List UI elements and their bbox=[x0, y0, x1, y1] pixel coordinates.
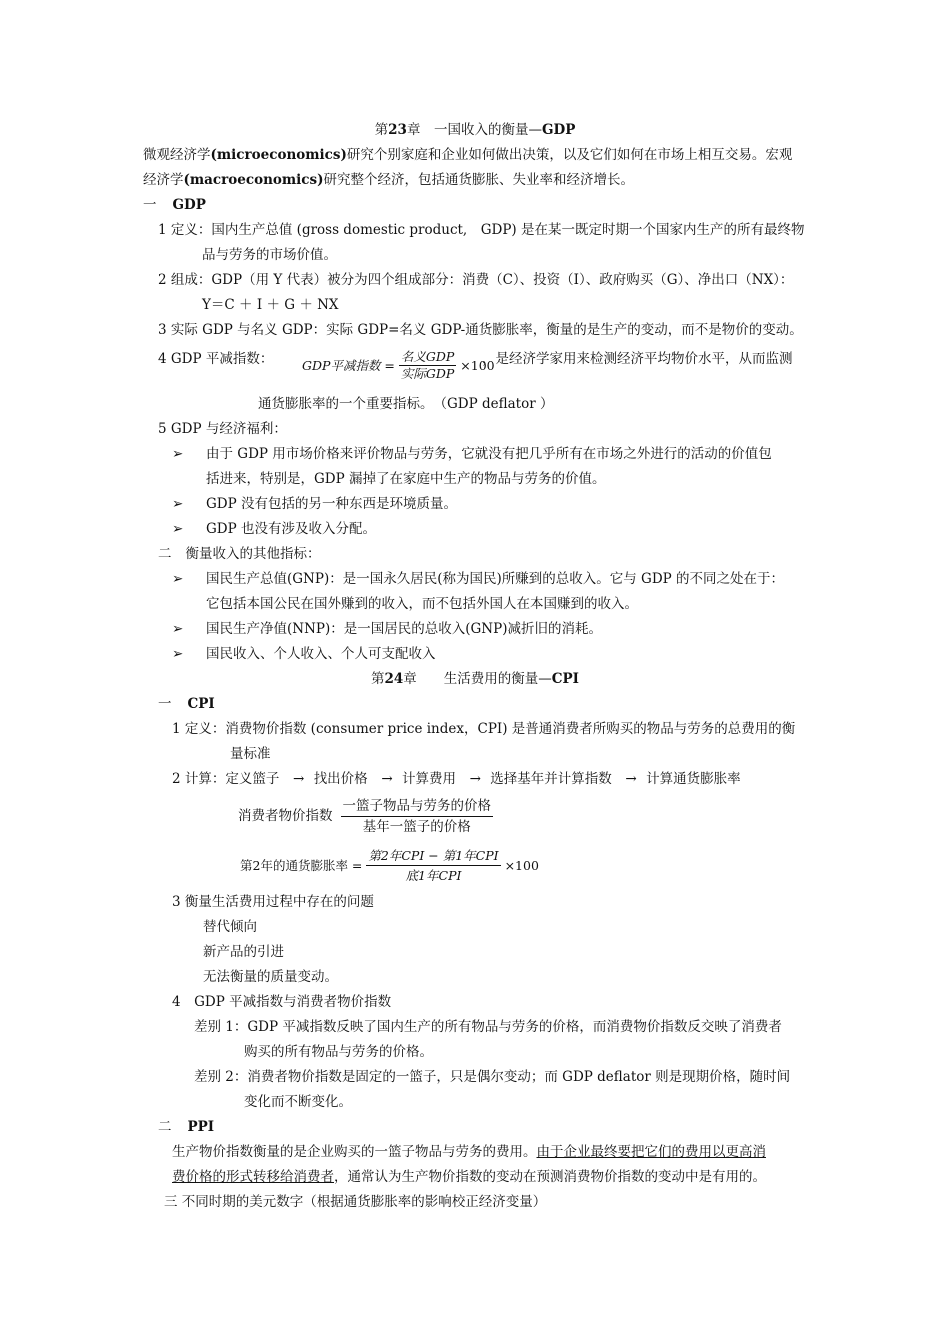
bullet-icon: ➢ bbox=[172, 496, 184, 512]
arrow-right-icon: → bbox=[381, 771, 393, 787]
section-heading-other-measures: 二 衡量收入的其他指标： bbox=[158, 546, 321, 562]
welfare-point-1-line-2: 括进来，特别是，GDP 漏掉了在家庭中生产的物品与劳务的价值。 bbox=[206, 471, 606, 487]
gnp-line-1: 国民生产总值(GNP)：是一国永久居民(称为国民)所赚到的总收入。它与 GDP 的不同之处在于： bbox=[206, 571, 785, 587]
cpi-calculation-steps: 2 计算：定义篮子 → 找出价格 → 计算费用 → 选择基年并计算指数 → 计算通货膨胀率 bbox=[172, 767, 741, 792]
welfare-point-1-line-1: 由于 GDP 用市场价格来评价物品与劳务，它就没有把几乎所有在市场之外进行的活动的价值包 bbox=[206, 446, 772, 462]
inflation-rate-fraction: $\frac{\text{第2年CPI − 第1年CPI}}{\text{底1年CPI}}$ bbox=[368, 848, 499, 883]
national-income-line: 国民收入、个人收入、个人可支配收入 bbox=[206, 646, 436, 662]
gdp-deflator-label: 4 GDP 平减指数： bbox=[158, 351, 274, 367]
real-vs-nominal-gdp: 3 实际 GDP 与名义 GDP：实际 GDP=名义 GDP-通货膨胀率，衡量的是生产的变动，而不是物价的变动。 bbox=[158, 322, 803, 338]
section-heading-ppi: 二 PPI bbox=[158, 1119, 215, 1135]
ppi-line-2: 费价格的形式转移给消费者，通常认为生产物价指数的变动在预测消费物价指数的变动中是有用的。 bbox=[172, 1169, 766, 1185]
cpi-formula-fraction: $\frac{\text{一篮子物品与劳务的价格}}{\text{基年一篮子的价格}}$ bbox=[342, 798, 491, 835]
intro-line-2: 经济学(macroeconomics)研究整个经济，包括通货膨胀、失业率和经济增长。 bbox=[143, 172, 635, 188]
difference-1-line-2: 购买的所有物品与劳务的价格。 bbox=[244, 1044, 433, 1060]
gdp-components-line-1: 2 组成：GDP（用 Y 代表）被分为四个组成部分：消费（C）、投资（I）、政府购买（G）、净出口（NX）： bbox=[158, 272, 794, 288]
difference-2-line-2: 变化而不断变化。 bbox=[244, 1094, 352, 1110]
gdp-components-equation: Y＝C ＋ I ＋ G ＋ NX bbox=[202, 297, 339, 313]
deflator-vs-cpi-heading: 4 GDP 平减指数与消费者物价指数 bbox=[172, 994, 392, 1010]
cpi-definition-line-1: 1 定义：消费物价指数 (consumer price index，CPI) 是普通消费者所购买的物品与劳务的总费用的衡 bbox=[172, 721, 796, 737]
cpi-definition-line-2: 量标准 bbox=[230, 746, 271, 762]
gdp-deflator-description: ，是经济学家用来检测经济平均物价水平，从而监测 bbox=[482, 351, 793, 367]
problem-new-goods: 新产品的引进 bbox=[203, 944, 284, 960]
problem-quality-change: 无法衡量的质量变动。 bbox=[203, 969, 338, 985]
bullet-icon: ➢ bbox=[172, 521, 184, 537]
section-heading-cpi: 一 CPI bbox=[158, 696, 215, 712]
gdp-definition-line-1: 1 定义：国内生产总值 (gross domestic product, GDP) 是在某一既定时期一个国家内生产的所有最终物 bbox=[158, 222, 805, 238]
bullet-icon: ➢ bbox=[172, 446, 184, 462]
gdp-deflator-formula: GDP平减指数 = $\frac{\text{名义GDP}}{\text{实际GDP}}$ ×100 bbox=[302, 349, 495, 381]
cost-of-living-problems: 3 衡量生活费用过程中存在的问题 bbox=[172, 894, 374, 910]
gdp-deflator-fraction: $\frac{\text{名义GDP}}{\text{实际GDP}}$ bbox=[400, 349, 455, 381]
section-heading-gdp: 一 GDP bbox=[143, 197, 206, 213]
gdp-deflator-description-2: 通货膨胀率的一个重要指标。 （GDP deflator ） bbox=[258, 396, 554, 412]
arrow-right-icon: → bbox=[293, 771, 305, 787]
inflation-rate-formula: 第2年的通货膨胀率 = $\frac{\text{第2年CPI − 第1年CPI}}{\text{底1年CPI}}$ ×100 bbox=[240, 848, 539, 883]
gdp-definition-line-2: 品与劳务的市场价值。 bbox=[202, 247, 337, 263]
bullet-icon: ➢ bbox=[172, 621, 184, 637]
arrow-right-icon: → bbox=[625, 771, 637, 787]
bullet-icon: ➢ bbox=[172, 571, 184, 587]
nnp-line: 国民生产净值(NNP)：是一国居民的总收入(GNP)减折旧的消耗。 bbox=[206, 621, 602, 637]
cpi-formula: 消费者物价指数 $\frac{\text{一篮子物品与劳务的价格}}{\text{基年一篮子的价格}}$ bbox=[238, 798, 491, 835]
difference-2-line-1: 差别 2：消费者物价指数是固定的一篮子，只是偶尔变动；而 GDP deflator 则是现期价格，随时间 bbox=[194, 1069, 791, 1085]
welfare-point-3: GDP 也没有涉及收入分配。 bbox=[206, 521, 376, 537]
chapter-24-title: 第24章 生活费用的衡量—CPI bbox=[370, 671, 579, 687]
chapter-23-title: 第23章 一国收入的衡量—GDP bbox=[374, 122, 576, 138]
problem-substitution-bias: 替代倾向 bbox=[203, 919, 257, 935]
arrow-right-icon: → bbox=[469, 771, 481, 787]
gdp-welfare-heading: 5 GDP 与经济福利： bbox=[158, 421, 287, 437]
difference-1-line-1: 差别 1：GDP 平减指数反映了国内生产的所有物品与劳务的价格，而消费物价指数反交映了消费者 bbox=[194, 1019, 782, 1035]
welfare-point-2: GDP 没有包括的另一种东西是环境质量。 bbox=[206, 496, 457, 512]
intro-line-1: 微观经济学(microeconomics)研究个别家庭和企业如何做出决策，以及它们如何在市场上相互交易。宏观 bbox=[143, 147, 793, 163]
bullet-icon: ➢ bbox=[172, 646, 184, 662]
gnp-line-2: 它包括本国公民在国外赚到的收入，而不包括外国人在本国赚到的收入。 bbox=[206, 596, 638, 612]
ppi-line-1: 生产物价指数衡量的是企业购买的一篮子物品与劳务的费用。由于企业最终要把它们的费用以更高消 bbox=[172, 1144, 766, 1160]
section-heading-dollar-figures: 三 不同时期的美元数字（根据通货膨胀率的影响校正经济变量） bbox=[164, 1194, 547, 1210]
